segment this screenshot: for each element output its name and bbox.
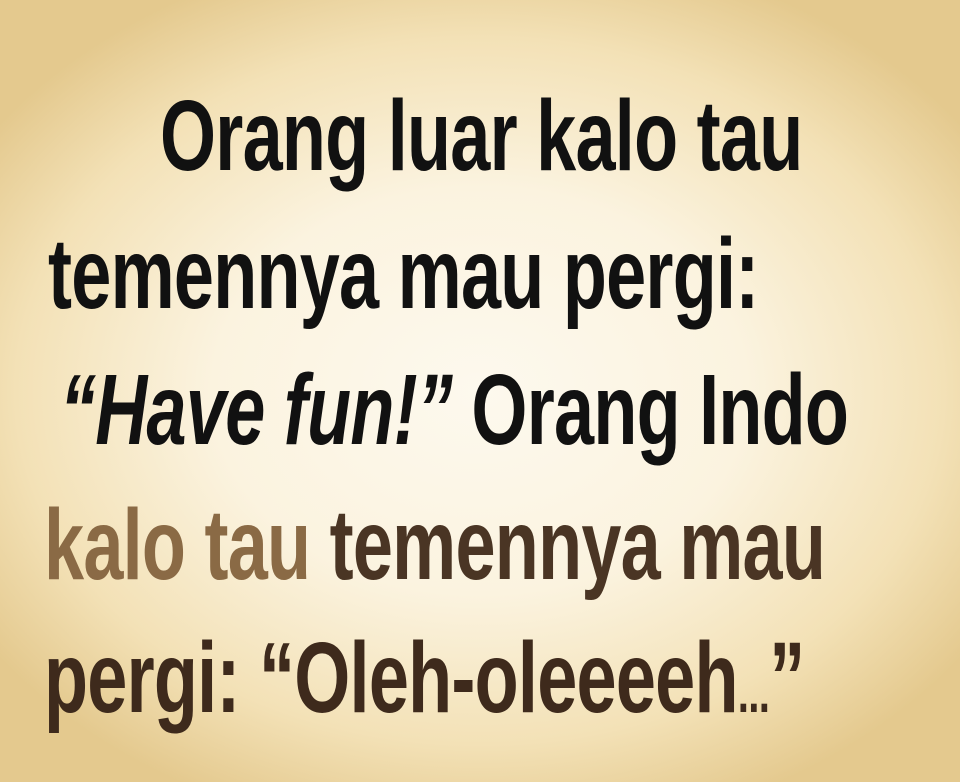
text-line-4-rest: temennya mau: [310, 489, 826, 601]
text-line-1: Orang luar kalo tau: [160, 80, 803, 192]
have-fun-quote: Have fun!: [95, 354, 417, 466]
oleh-oleh-quote: pergi: “Oleh-oleeeeh: [44, 622, 738, 734]
text-line-2: temennya mau pergi:: [48, 218, 759, 330]
ellipsis: ...: [737, 661, 770, 724]
text-line-4-faded: kalo tau: [44, 489, 311, 601]
quote-close: ”: [416, 354, 453, 466]
text-line-4: [44, 489, 826, 601]
text-line-5: [44, 622, 805, 734]
text-line-3: [60, 354, 849, 466]
text-line-3-rest: Orang Indo: [452, 354, 849, 466]
quote-close-2: ”: [769, 622, 805, 734]
quote-open: “: [60, 354, 96, 466]
